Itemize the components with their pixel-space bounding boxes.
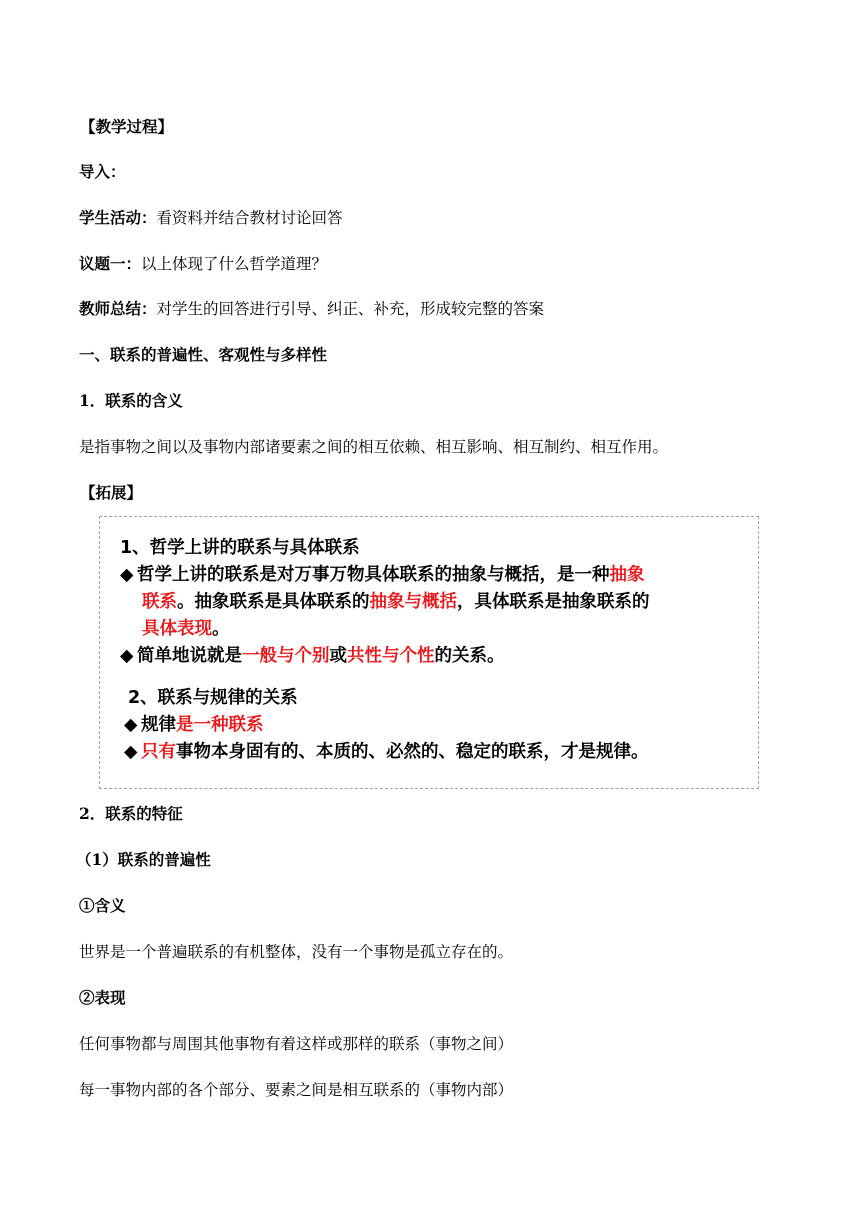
intro-label: 导入： (79, 162, 126, 181)
diamond-bullet-icon: ◆ (124, 715, 138, 735)
box-paragraph-1-line-1 (120, 562, 645, 589)
student-activity-label: 学生活动： (79, 208, 157, 227)
box-paragraph-2 (120, 643, 505, 670)
box-paragraph-4 (124, 739, 649, 766)
box-text-segment: 或 (329, 646, 347, 666)
box-text-segment: 。抽象联系是具体联系的 (177, 592, 370, 612)
student-activity-line (79, 208, 343, 228)
section-one-title: 一、联系的普遍性、客观性与多样性 (79, 345, 328, 364)
box-emphasis: 抽象 (609, 565, 645, 585)
meaning-sub-text: 世界是一个普遍联系的有机整体，没有一个事物是孤立存在的。 (79, 943, 514, 961)
student-activity-text: 看资料并结合教材讨论回答 (156, 209, 343, 227)
box-paragraph-1-line-2 (142, 589, 650, 616)
box-emphasis: 具体表现 (142, 619, 212, 639)
process-heading: 【教学过程】 (80, 117, 174, 136)
topic-one-line (79, 254, 327, 274)
teacher-summary-line (79, 299, 544, 319)
box-emphasis: 一般与个别 (242, 646, 330, 666)
manifest-heading: ②表现 (79, 988, 126, 1007)
meaning-heading: 1．联系的含义 (79, 391, 183, 410)
diamond-bullet-icon: ◆ (120, 565, 134, 585)
topic-one-text: 以上体现了什么哲学道理？ (141, 255, 328, 273)
manifest-line-1: 任何事物都与周围其他事物有着这样或那样的联系（事物之间） (79, 1035, 514, 1053)
box-text-segment: ，具体联系是抽象联系的 (457, 592, 650, 612)
box-text-segment: 规律 (141, 715, 176, 735)
box-text-segment: 事物本身固有的、本质的、必然的、稳定的联系，才是规律。 (176, 742, 649, 762)
meaning-text: 是指事物之间以及事物内部诸要素之间的相互依赖、相互影响、相互制约、相互作用。 (79, 438, 669, 456)
topic-one-label: 议题一： (79, 254, 142, 273)
expand-box (99, 516, 759, 789)
box-emphasis: 共性与个性 (347, 646, 435, 666)
expand-heading: 【拓展】 (80, 483, 143, 502)
box-paragraph-3 (124, 712, 264, 739)
box-emphasis: 是一种联系 (176, 715, 264, 735)
box-emphasis: 抽象与概括 (369, 592, 457, 612)
universality-heading: （1）联系的普遍性 (76, 850, 211, 869)
box-text-segment: 的关系。 (434, 646, 505, 666)
diamond-bullet-icon: ◆ (120, 646, 134, 666)
box-text-segment: 哲学上讲的联系是对万事万物具体联系的抽象与概括，是一种 (137, 565, 610, 585)
box-heading-1: 1、哲学上讲的联系与具体联系 (120, 538, 360, 558)
features-heading: 2．联系的特征 (79, 804, 183, 823)
box-paragraph-1-line-3 (142, 616, 230, 643)
diamond-bullet-icon: ◆ (124, 742, 138, 762)
box-heading-2: 2、联系与规律的关系 (128, 688, 298, 708)
meaning-sub-heading: ①含义 (79, 896, 126, 915)
box-text-segment: 简单地说就是 (137, 646, 242, 666)
teacher-summary-text: 对学生的回答进行引导、纠正、补充，形成较完整的答案 (156, 300, 545, 318)
box-text-segment: 。 (212, 619, 230, 639)
teacher-summary-label: 教师总结： (79, 299, 157, 318)
box-emphasis: 只有 (141, 742, 176, 762)
box-emphasis: 联系 (142, 592, 177, 612)
manifest-line-2: 每一事物内部的各个部分、要素之间是相互联系的（事物内部） (79, 1081, 514, 1099)
